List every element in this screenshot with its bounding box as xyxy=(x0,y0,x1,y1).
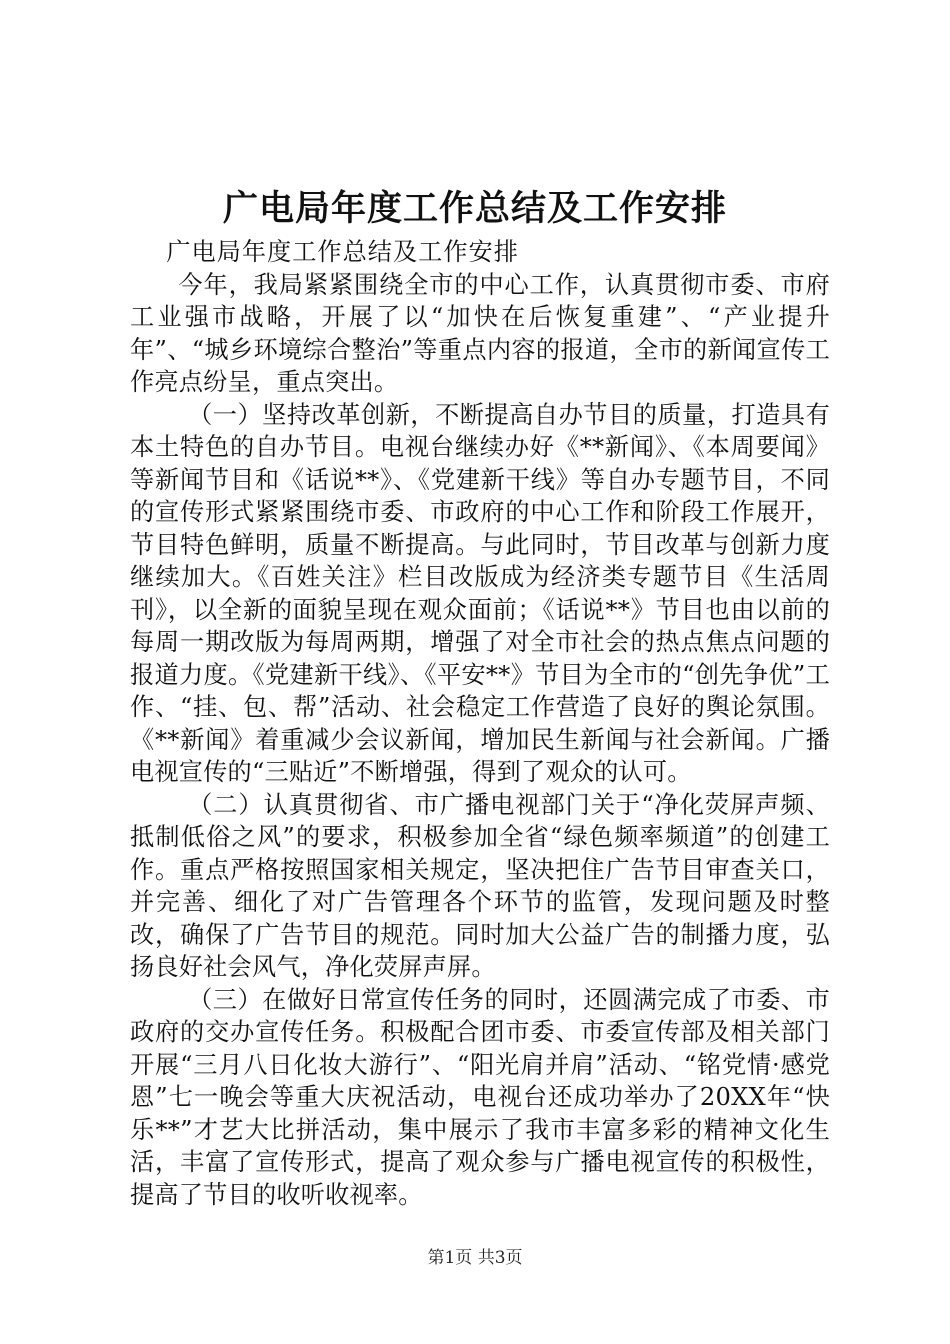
document-title: 广电局年度工作总结及工作安排 xyxy=(222,188,727,229)
section-one-paragraph: （一）坚持改革创新，不断提高自办节目的质量，打造具有本土特色的自办节目。电视台继续办好《**新闻》、《本周要闻》等新闻节目和《话说**》、《党建新干线》等自办专题节目，不同的宣传形式紧紧围绕市委、市政府的中心工作和阶段工作展开，节目特色鲜明，质量不断提高。与此同时，节目改革与创新力度继续加大。《百姓关注》栏目改版成为经济类专题节目《生活周刊》，以全新的面貌呈现在观众面前；《话说**》节目也由以前的每周一期改版为每周两期，增强了对全市社会的热点焦点问题的报道力度。《党建新干线》、《平安**》节目为全市的“创先争优”工作、“挂、包、帮”活动、社会稳定工作营造了良好的舆论氛围。《**新闻》着重减少会议新闻，增加民生新闻与社会新闻。广播电视宣传的“三贴近”不断增强，得到了观众的认可。 xyxy=(130,400,830,786)
document-body xyxy=(130,236,830,1211)
document-subtitle: 广电局年度工作总结及工作安排 xyxy=(166,238,519,266)
section-two-paragraph: （二）认真贯彻省、市广播电视部门关于“净化荧屏声频、抵制低俗之风”的要求，积极参加全省“绿色频率频道”的创建工作。重点严格按照国家相关规定，坚决把住广告节目审查关口，并完善、细化了对广告管理各个环节的监管，发现问题及时整改，确保了广告节目的规范。同时加大公益广告的制播力度，弘扬良好社会风气，净化荧屏声屏。 xyxy=(130,790,830,981)
page-number-footer: 第1页 共3页 xyxy=(427,1248,523,1268)
section-three-paragraph: （三）在做好日常宣传任务的同时，还圆满完成了市委、市政府的交办宣传任务。积极配合团市委、市委宣传部及相关部门开展“三月八日化妆大游行”、“阳光肩并肩”活动、“铭党情·感党恩”七一晚会等重大庆祝活动，电视台还成功举办了20XX年“快乐**”才艺大比拼活动，集中展示了我市丰富多彩的精神文化生活，丰富了宣传形式，提高了观众参与广播电视宣传的积极性，提高了节目的收听收视率。 xyxy=(130,985,830,1209)
intro-paragraph: 今年，我局紧紧围绕全市的中心工作，认真贯彻市委、市府工业强市战略，开展了以“加快在后恢复重建”、“产业提升年”、“城乡环境综合整治”等重点内容的报道，全市的新闻宣传工作亮点纷呈，重点突出。 xyxy=(130,270,830,396)
